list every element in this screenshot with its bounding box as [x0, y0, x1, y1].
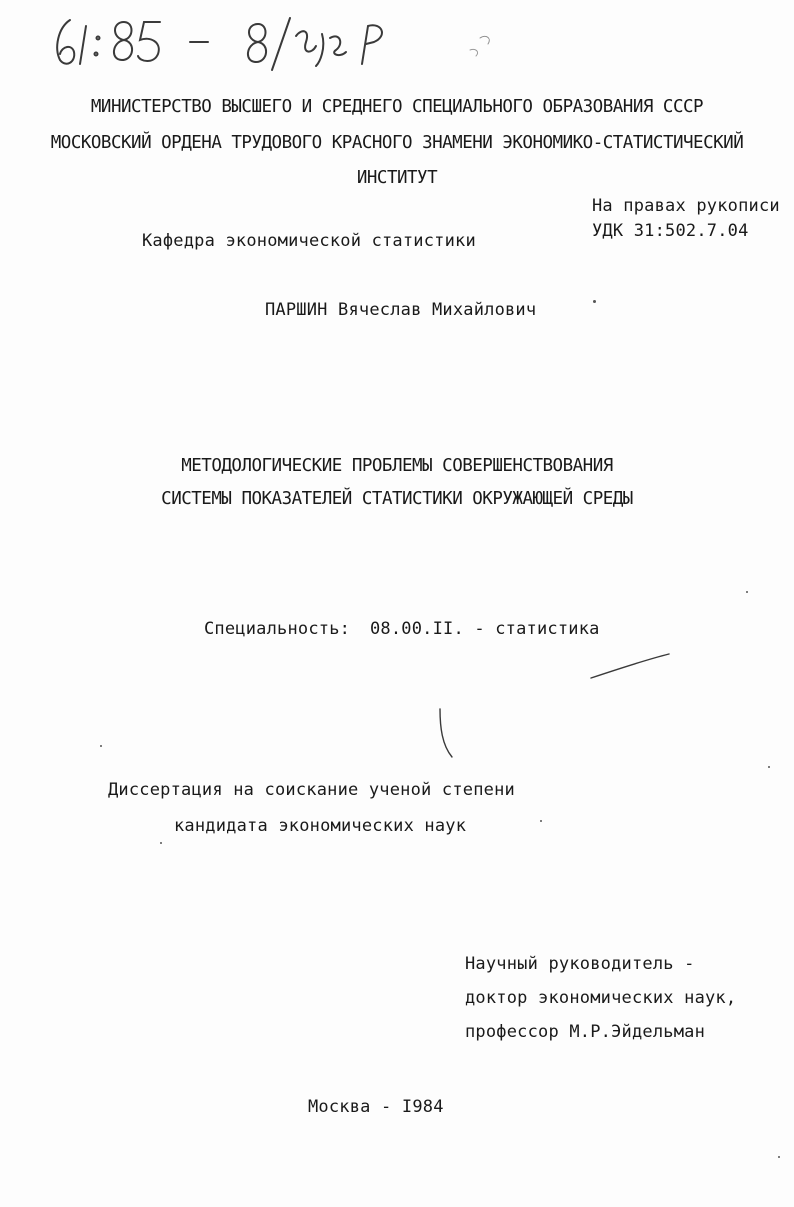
scan-speck: [778, 1156, 780, 1158]
scan-speck: [540, 820, 542, 822]
pencil-tick-mark: [430, 705, 460, 765]
specialty-value: 08.00.II. - статистика: [370, 619, 600, 639]
author-name: ПАРШИН Вячеслав Михайлович: [265, 300, 537, 320]
scan-speck: [100, 745, 102, 747]
manuscript-rights-note: На правах рукописи: [592, 196, 780, 216]
supervisor-line3: профессор М.Р.Эйдельман: [465, 1022, 706, 1042]
supervisor-line1: Научный руководитель -: [465, 954, 695, 974]
institute-name-line1: МОСКОВСКИЙ ОРДЕНА ТРУДОВОГО КРАСНОГО ЗНАМЕНИ ЭКОНОМИКО-СТАТИСТИЧЕСКИЙ: [50, 133, 744, 153]
handwritten-archive-note: [40, 8, 500, 80]
dissertation-title-line2: СИСТЕМЫ ПОКАЗАТЕЛЕЙ СТАТИСТИКИ ОКРУЖАЮЩЕЙ СРЕДЫ: [161, 489, 633, 509]
city-year: Москва - I984: [308, 1097, 444, 1117]
department-name: Кафедра экономической статистики: [142, 231, 476, 251]
scan-speck: [768, 766, 770, 768]
institute-name-line2: ИНСТИТУТ: [356, 168, 438, 188]
pencil-stroke-mark: [585, 650, 675, 682]
scan-speck: [160, 842, 162, 844]
dissertation-degree-line1: Диссертация на соискание ученой степени: [108, 780, 515, 800]
ministry-header: МИНИСТЕРСТВО ВЫСШЕГО И СРЕДНЕГО СПЕЦИАЛЬНОГО ОБРАЗОВАНИЯ СССР: [90, 97, 704, 117]
specialty-label: Специальность:: [204, 619, 351, 639]
scan-speck: [593, 300, 596, 303]
dissertation-title-line1: МЕТОДОЛОГИЧЕСКИЕ ПРОБЛЕМЫ СОВЕРШЕНСТВОВАНИЯ: [181, 456, 613, 476]
supervisor-line2: доктор экономических наук,: [465, 988, 737, 1008]
dissertation-degree-line2: кандидата экономических наук: [174, 816, 467, 836]
udc-code: УДК 31:502.7.04: [592, 221, 749, 241]
scan-speck: [746, 591, 748, 593]
